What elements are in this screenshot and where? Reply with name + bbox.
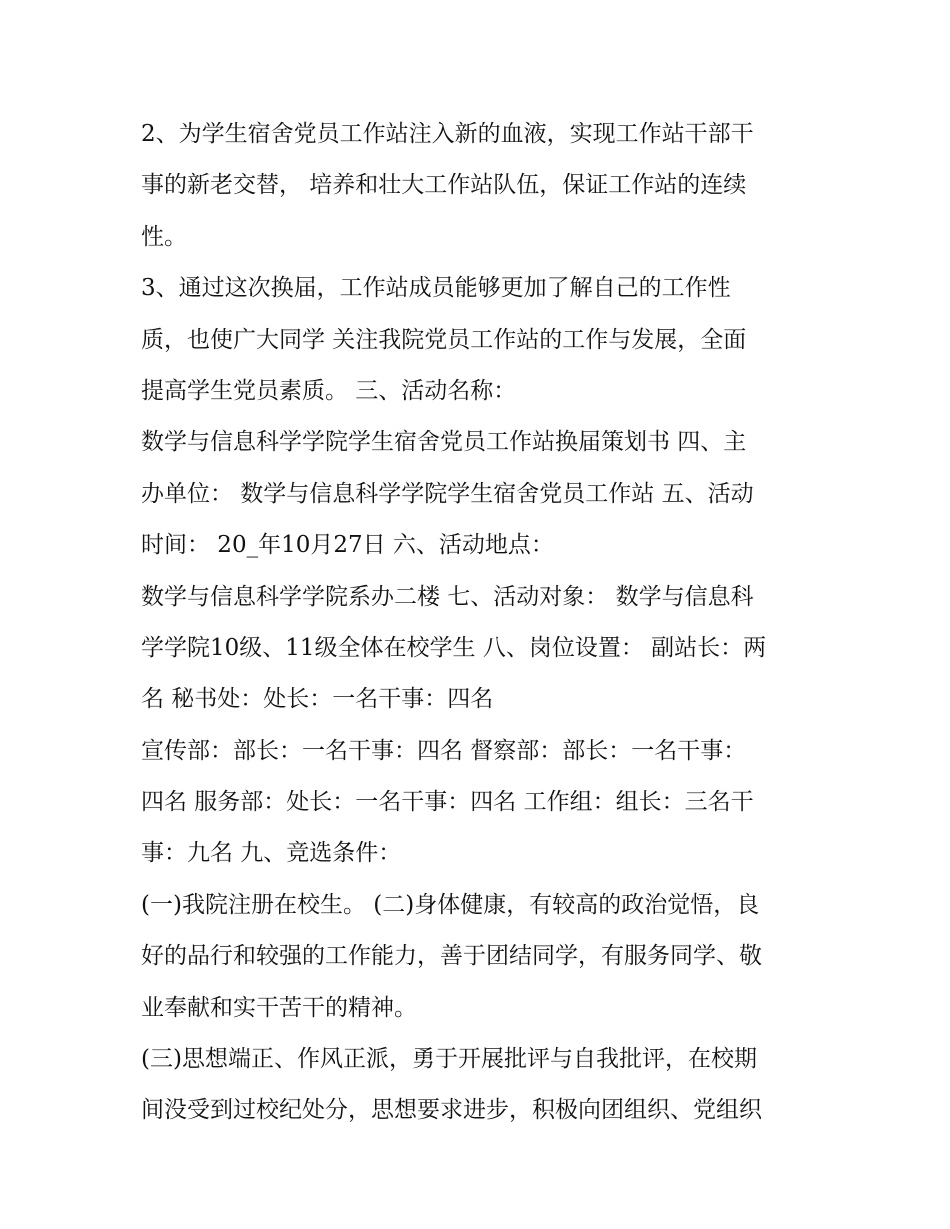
text-line: 数学与信息科学学院系办二楼 七、活动对象： 数学与信息科 (141, 583, 754, 610)
document-body (141, 109, 821, 1137)
text-line: 数学与信息科学学院学生宿舍党员工作站换届策划书 四、主 (141, 429, 747, 456)
text-line: 3、通过这次换届，工作站成员能够更加了解自己的工作性 (141, 275, 731, 302)
text-line: 名 秘书处：处长：一名干事：四名 (141, 686, 494, 713)
text-line: (一)我院注册在校生。 (二)身体健康，有较高的政治觉悟，良 (141, 891, 760, 918)
text-line: 学学院10级、11级全体在校学生 八、岗位设置： 副站长：两 (141, 634, 767, 661)
text-line: 时间： 20_年10月27日 六、活动地点： (141, 532, 554, 559)
text-line: 业奉献和实干苦干的精神。 (141, 994, 417, 1021)
text-line: 间没受到过校纪处分，思想要求进步，积极向团组织、党组织 (141, 1097, 762, 1124)
text-line: 办单位： 数学与信息科学学院学生宿舍党员工作站 五、活动 (141, 480, 754, 507)
text-line: 提高学生党员素质。 三、活动名称： (141, 377, 517, 404)
text-line: 事的新老交替， 培养和壮大工作站队伍，保证工作站的连续 (141, 172, 747, 199)
text-line: (三)思想端正、作风正派，勇于开展批评与自我批评，在校期 (141, 1046, 757, 1073)
text-line: 质，也使广大同学 关注我院党员工作站的工作与发展，全面 (141, 326, 747, 353)
text-line: 四名 服务部：处长：一名干事：四名 工作组：组长：三名干 (141, 789, 754, 816)
text-line: 事：九名 九、竞选条件： (141, 840, 402, 867)
text-line: 2、为学生宿舍党员工作站注入新的血液，实现工作站干部干 (141, 121, 754, 147)
text-line: 宣传部：部长：一名干事：四名 督察部：部长：一名干事： (141, 737, 747, 764)
text-line: 好的品行和较强的工作能力，善于团结同学，有服务同学、敬 (141, 943, 762, 970)
text-line: 性。 (141, 223, 187, 250)
